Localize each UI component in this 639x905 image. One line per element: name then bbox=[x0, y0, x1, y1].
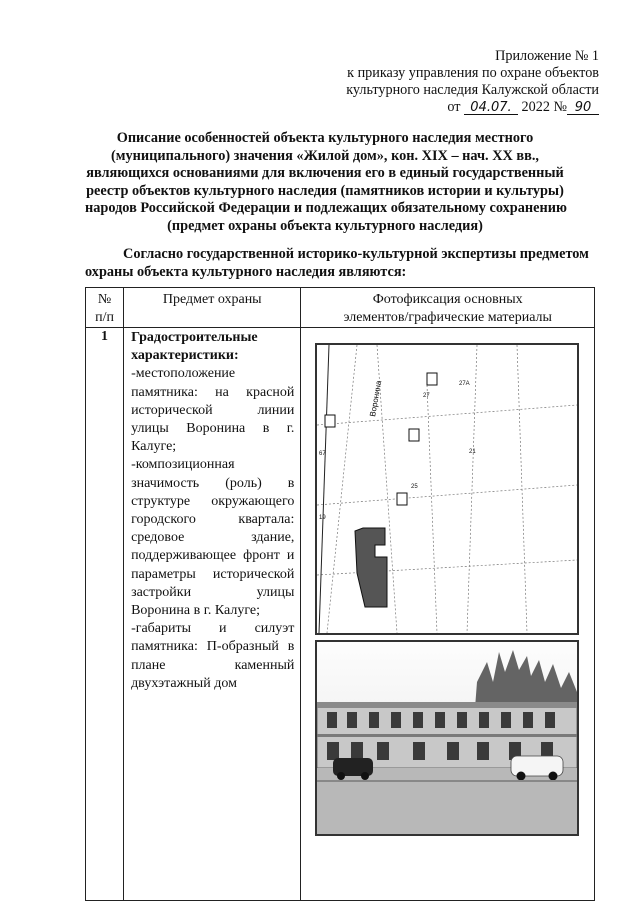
header-number bbox=[86, 288, 124, 328]
handwritten-date: 04.07. bbox=[464, 101, 518, 115]
title-line: (предмет охраны объекта культурного наследия) bbox=[167, 217, 483, 234]
title-line: (муниципального) значения «Жилой дом», кон. XIX – нач. XX вв., bbox=[110, 147, 540, 164]
intro-paragraph bbox=[85, 245, 595, 281]
intro-line: Согласно государственной историко-культурной экспертизы предметом bbox=[123, 246, 589, 262]
appendix-line-2: к приказу управления по охране объектов bbox=[347, 65, 599, 81]
subject-line: параметры исторической bbox=[131, 566, 295, 582]
protection-table bbox=[85, 287, 595, 901]
appendix-line-3: культурного наследия Калужской области bbox=[346, 82, 599, 98]
building-photo bbox=[315, 640, 579, 836]
subject-line: плане каменный bbox=[131, 657, 295, 673]
subject-line: городского квартала: bbox=[131, 512, 295, 528]
map-label-19: 19 bbox=[319, 515, 327, 521]
date-prefix: от bbox=[447, 99, 461, 115]
subject-line: средовое здание, bbox=[131, 530, 295, 546]
protection-subject-cell bbox=[124, 328, 301, 901]
subject-line: -габариты и силуэт bbox=[131, 621, 295, 637]
header-photo-line-1: Фотофиксация основных bbox=[372, 292, 523, 307]
appendix-block bbox=[299, 48, 599, 116]
subject-line: Калуге; bbox=[131, 439, 177, 455]
map-label-67: 67 bbox=[319, 451, 327, 457]
header-number-sign: № bbox=[97, 292, 112, 307]
header-number-pp: п/п bbox=[95, 310, 114, 325]
subject-line: исторической линии bbox=[131, 402, 295, 418]
title-line: являющихся основаниями для включения его в единый государственный bbox=[86, 165, 564, 181]
subject-line: структуре окружающего bbox=[131, 493, 295, 509]
table-header-row bbox=[86, 288, 595, 328]
building-photo-drawing bbox=[317, 642, 577, 834]
map-label-25: 25 bbox=[411, 484, 419, 490]
site-map bbox=[315, 343, 579, 635]
handwritten-number: 90 bbox=[567, 101, 599, 115]
order-year: 2022 № bbox=[521, 99, 567, 115]
header-photo-line-2: элементов/графические материалы bbox=[343, 310, 552, 325]
title-line: народов Российской Федерации и подлежащих обязательному сохранению bbox=[85, 200, 567, 216]
header-subject: Предмет охраны bbox=[124, 288, 301, 328]
subject-line: значимость (роль) в bbox=[131, 475, 295, 491]
subject-heading: характеристики: bbox=[131, 348, 239, 364]
appendix-line-1: Приложение № 1 bbox=[495, 48, 599, 64]
table-row bbox=[86, 328, 595, 901]
site-map-drawing bbox=[317, 345, 577, 633]
subject-line: -местоположение bbox=[131, 366, 236, 382]
title-line: Описание особенностей объекта культурного наследия местного bbox=[116, 130, 534, 146]
map-label-27a: 27А bbox=[459, 381, 471, 387]
subject-line: поддерживающее фронт и bbox=[131, 548, 295, 564]
subject-line: застройки улицы bbox=[131, 584, 295, 600]
map-label-27: 27 bbox=[423, 393, 431, 399]
row-number: 1 bbox=[86, 328, 124, 901]
map-label-21: 21 bbox=[469, 449, 477, 455]
header-photo bbox=[301, 288, 595, 328]
appendix-date-line bbox=[299, 99, 599, 116]
document-title bbox=[85, 130, 565, 235]
map-street-label: Воронина bbox=[368, 379, 384, 418]
photo-cell bbox=[301, 328, 595, 901]
subject-line: памятника: на красной bbox=[131, 384, 295, 400]
title-line: реестр объектов культурного наследия (памятников истории и культуры) bbox=[86, 182, 564, 199]
subject-heading: Градостроительные bbox=[131, 330, 258, 345]
subject-line: -композиционная bbox=[131, 457, 235, 473]
intro-line: охраны объекта культурного наследия являются: bbox=[85, 264, 407, 280]
subject-line: двухэтажный дом bbox=[131, 675, 237, 691]
subject-line: памятника: П-образный в bbox=[131, 639, 295, 655]
subject-line: улицы Воронина в г. bbox=[131, 421, 295, 437]
subject-line: Воронина в г. Калуге; bbox=[131, 603, 261, 619]
